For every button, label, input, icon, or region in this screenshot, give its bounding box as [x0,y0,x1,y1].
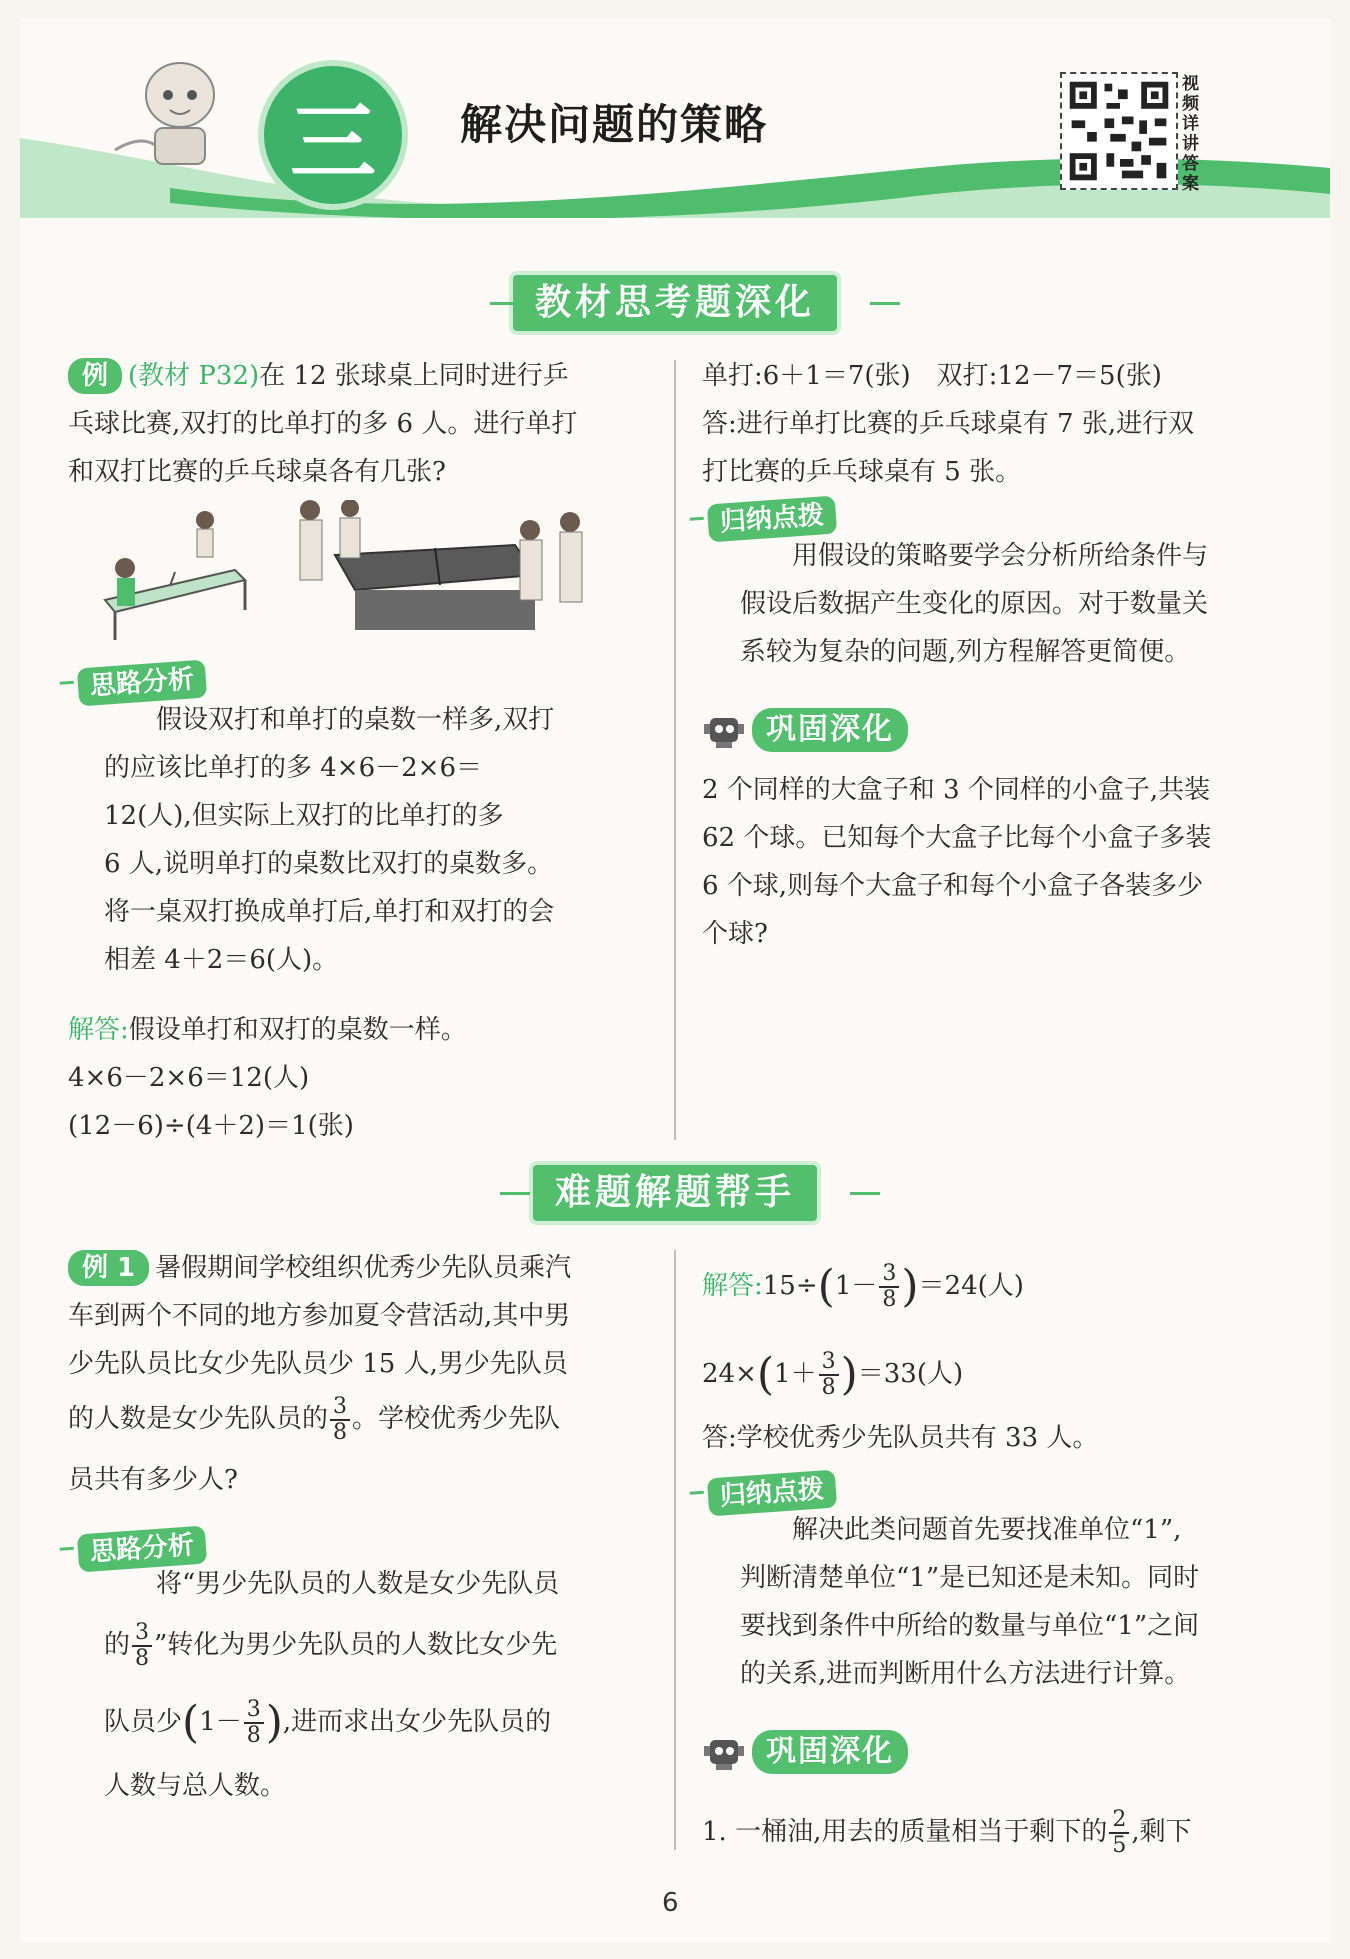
example-line-1: 在 12 张球桌上同时进行乒 [259,361,569,391]
practice-problem [702,1800,1302,1864]
fraction: $\frac{3}{8}$ [819,1350,839,1400]
example-1-line: 的人数是女少先队员的 [68,1404,329,1434]
practice-heading [702,1730,908,1774]
example-1-line: 暑假期间学校组织优秀少先队员乘汽 [155,1253,572,1283]
answer-line-1: 单打:6＋1＝7(张) 双打:12－7＝5(张) [702,361,1162,391]
analysis-line: 相差 4＋2＝6(人)。 [104,945,339,975]
qr-label: 视频详讲答案 [1182,74,1199,194]
analysis-line: 人数与总人数。 [104,1771,287,1801]
answer-line-3: 打比赛的乒乓球桌有 5 张。 [702,457,1022,487]
example-1-line: 车到两个不同的地方参加夏令营活动,其中男 [68,1301,571,1331]
analysis-line: 的应该比单打的多 4×6－2×6＝ [104,753,483,783]
summary-badge: 归纳点拨 [707,1470,837,1517]
fraction: $\frac{3}{8}$ [244,1698,264,1748]
practice-line: 2 个同样的大盒子和 3 个同样的小盒子,共装 [702,775,1211,805]
solution-label: 解答: [702,1271,763,1301]
banner-title: 教材思考题深化 [513,275,837,331]
analysis-line: 假设双打和单打的桌数一样多,双打 [156,705,555,735]
analysis-line: 的 [104,1630,131,1660]
fraction: $\frac{2}{5}$ [1109,1808,1129,1858]
practice-line: 1. 一桶油,用去的质量相当于剩下的 [702,1817,1108,1847]
banner-title: 难题解题帮手 [533,1165,817,1221]
summary-line: 要找到条件中所给的数量与单位“1”之间 [740,1611,1200,1641]
summary-badge: 归纳点拨 [707,496,837,543]
analysis-badge: 思路分析 [77,1526,207,1573]
solution-block [68,1006,648,1150]
solution-line-2: 1＋ [774,1359,817,1389]
analysis-line: 将“男少先队员的人数是女少先队员 [156,1569,560,1599]
practice-line: 个球? [702,919,768,949]
practice-badge: 巩固深化 [752,708,908,752]
banner-line-left [500,1192,530,1195]
qr-code[interactable] [1060,72,1178,190]
practice-line: 6 个球,则每个大盒子和每个小盒子各装多少 [702,871,1204,901]
banner-line-right [850,1192,880,1195]
summary-text [740,1506,1300,1698]
summary-line: 的关系,进而判断用什么方法进行计算。 [740,1659,1191,1689]
summary-line: 解决此类问题首先要找准单位“1”, [792,1515,1182,1545]
example-1-line: 员共有多少人? [68,1465,238,1495]
analysis-line: ,进而求出女少先队员的 [282,1707,552,1737]
analysis-badge: 思路分析 [77,660,207,707]
example-problem [68,352,658,496]
example-tag: 例 [68,358,122,394]
robot-icon [702,710,746,750]
fraction: $\frac{3}{8}$ [330,1395,350,1445]
example-1-line: 。学校优秀少先队 [352,1404,561,1434]
summary-text [740,532,1300,676]
analysis-text [104,696,624,984]
section-banner-textbook [20,272,1330,334]
page-number: 6 [662,1888,679,1918]
solution-line-2: 24× [702,1359,757,1389]
analysis-line: ”转化为男少先队员的人数比女少先 [154,1630,558,1660]
textbook-reference: (教材 P32) [128,361,260,391]
solution-line-1: ＝24(人) [918,1271,1024,1301]
summary-line: 假设后数据产生变化的原因。对于数量关 [740,589,1209,619]
summary-line: 判断清楚单位“1”是已知还是未知。同时 [740,1563,1200,1593]
example-line-3: 和双打比赛的乒乓球桌各有几张? [68,457,446,487]
mascot-illustration [110,50,250,170]
example-1-line: 少先队员比女少先队员少 15 人,男少先队员 [68,1349,568,1379]
summary-line: 系较为复杂的问题,列方程解答更简便。 [740,637,1191,667]
column-divider [674,360,676,1140]
practice-problem [702,766,1302,958]
chapter-title: 解决问题的策略 [460,100,769,149]
solution-line-3: (12－6)÷(4＋2)＝1(张) [68,1111,354,1141]
analysis-line: 12(人),但实际上双打的比单打的多 [104,801,504,831]
solution-line-2: ＝33(人) [857,1359,964,1389]
analysis-line: 队员少 [104,1707,183,1737]
example-line-2: 乓球比赛,双打的比单打的多 6 人。进行单打 [68,409,578,439]
practice-line: 62 个球。已知每个大盒子比每个小盒子多装 [702,823,1212,853]
fraction: $\frac{3}{8}$ [132,1621,152,1671]
answer-line: 答:学校优秀少先队员共有 33 人。 [702,1423,1099,1453]
solution-block: 解答:15÷(1－ $\frac{3}{8}$ )＝24(人) 24×(1＋ $\frac{3}{8}$ )＝33(人) 答:学校优秀少先队员共有 33 人。 [702,1256,1302,1462]
analysis-text: 将“男少先队员的人数是女少先队员 的 $\frac{3}{8}$ ”转化为男少先队员的人数比女少先 队员少(1－ $\frac{3}{8}$ ),进而求出女少先队员的 人数与总人数。 [104,1560,624,1810]
practice-line: ,剩下 [1131,1817,1192,1847]
analysis-line: 6 人,说明单打的桌数比双打的桌数多。 [104,849,554,879]
practice-badge: 巩固深化 [752,1730,908,1774]
solution-line-2: 4×6－2×6＝12(人) [68,1063,310,1093]
answer-block [702,352,1302,496]
example-1-tag: 例 1 [68,1250,149,1286]
banner-line-right [870,302,900,305]
ping-pong-illustration [95,500,615,650]
solution-line-1: 15÷ [762,1271,818,1301]
example-1-problem [68,1244,658,1504]
chapter-number: 三 [258,60,408,210]
column-divider [674,1250,676,1850]
practice-heading [702,708,908,752]
solution-label: 解答: [68,1015,129,1045]
banner-line-left [490,302,520,305]
answer-line-2: 答:进行单打比赛的乒乓球桌有 7 张,进行双 [702,409,1195,439]
solution-line-1: 假设单打和双打的桌数一样。 [128,1015,467,1045]
solution-line-1: 1－ [834,1271,878,1301]
fraction: $\frac{3}{8}$ [879,1262,899,1312]
summary-line: 用假设的策略要学会分析所给条件与 [792,541,1209,571]
analysis-line: 将一桌双打换成单打后,单打和双打的会 [104,897,555,927]
robot-icon [702,1732,746,1772]
section-banner-hard-problems [20,1162,1330,1224]
